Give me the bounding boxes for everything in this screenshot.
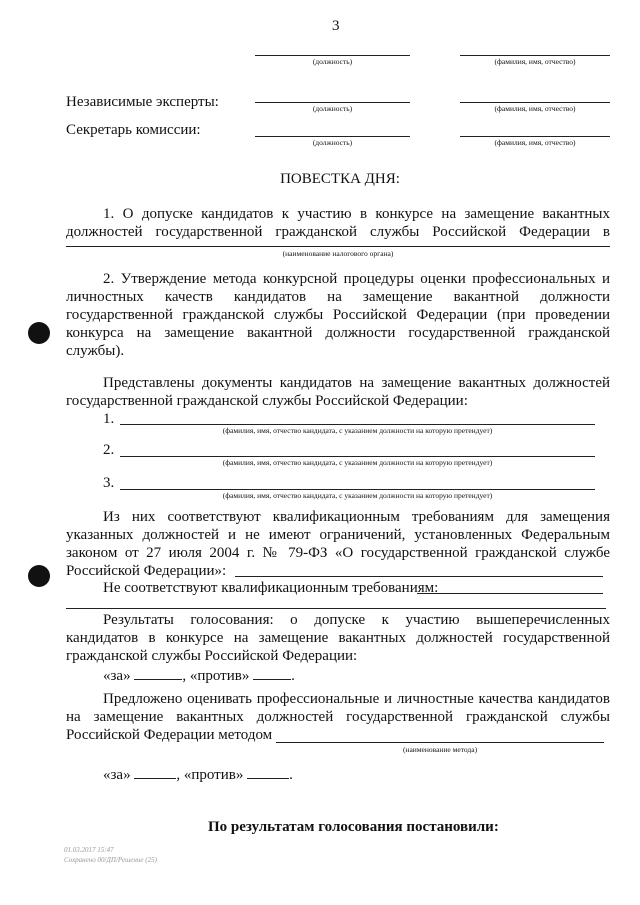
fio-caption: (фамилия, имя, отчество) (494, 104, 576, 113)
fio-line (460, 102, 610, 103)
vote-end: . (291, 668, 295, 684)
eligible-line1: Из них соответствуют квалификационным требованиям для замещения (103, 509, 610, 525)
item2-line5: службы). (66, 343, 125, 359)
position-caption: (должность) (312, 104, 353, 113)
vote-tally-2 (103, 766, 293, 784)
vote-protiv-blank (247, 766, 289, 779)
method-line (276, 742, 604, 743)
vote-tally-1 (103, 667, 295, 685)
eligible-line2: указанных должностей и не имеют ограничений, установленных Федеральным (66, 527, 610, 543)
eligible-line (235, 576, 603, 577)
position-caption: (должность) (312, 138, 353, 147)
fio-line (460, 136, 610, 137)
vote-za-label: «за» (103, 767, 131, 783)
vote-line3: гражданской службы Российской Федерации: (66, 648, 358, 664)
not-eligible-line (417, 593, 603, 594)
fio-caption: (фамилия, имя, отчество) (494, 57, 576, 66)
candidate-1-line (120, 424, 595, 425)
docs-line1: Представлены документы кандидатов на замещение вакантных должностей (103, 375, 610, 391)
position-line (255, 102, 410, 103)
docs-line2: государственной гражданской службы Российской Федерации: (66, 393, 468, 409)
secretary-label: Секретарь комиссии: (66, 122, 201, 138)
vote-za-label: «за» (103, 668, 131, 684)
punch-hole (28, 322, 50, 344)
vote-protiv-label: , «против» (176, 767, 244, 783)
method-line3: Российской Федерации методом (66, 727, 273, 743)
vote-za-blank (134, 667, 182, 680)
vote-line1: Результаты голосования: о допуске к участию вышеперечисленных (103, 612, 610, 628)
item2-line4: конкурса на замещение вакантной должности государственной гражданской (66, 325, 610, 341)
candidate-2-caption: (фамилия, имя, отчество кандидата, с указанием должности на которую претендует) (222, 458, 493, 467)
print-stamp-line2: Сохранено 00/ДП/Решение (25) (64, 856, 157, 864)
fio-caption: (фамилия, имя, отчество) (494, 138, 576, 147)
item1-line2: должностей государственной гражданской службы Российской Федерации в (66, 224, 610, 240)
candidate-2-line (120, 456, 595, 457)
candidate-3-line (120, 489, 595, 490)
fio-line (460, 55, 610, 56)
candidate-3-caption: (фамилия, имя, отчество кандидата, с указанием должности на которую претендует) (222, 491, 493, 500)
eligible-line3: законом от 27 июля 2004 г. № 79-ФЗ «О государственной гражданской службе (66, 545, 610, 561)
not-eligible-line-2 (66, 608, 606, 609)
position-caption: (должность) (312, 57, 353, 66)
candidate-1-number: 1. (103, 411, 115, 427)
item2-line1: 2. Утверждение метода конкурсной процедуры оценки профессиональных и (103, 271, 610, 287)
final-decision: По результатам голосования постановили: (208, 819, 499, 835)
candidate-2-number: 2. (103, 442, 115, 458)
vote-line2: кандидатов в конкурсе на замещение вакантных должностей государственной (66, 630, 610, 646)
tax-body-line (66, 246, 610, 247)
candidate-3-number: 3. (103, 475, 115, 491)
method-line1: Предложено оценивать профессиональные и личностные качества кандидатов (103, 691, 610, 707)
eligible-line4: Российской Федерации»: (66, 563, 227, 579)
item1-line1: 1. О допуске кандидатов к участию в конкурсе на замещение вакантных (103, 206, 610, 222)
vote-protiv-blank (253, 667, 291, 680)
experts-label: Независимые эксперты: (66, 94, 219, 110)
page-number: 3 (332, 18, 340, 34)
vote-end: . (289, 767, 293, 783)
agenda-heading: ПОВЕСТКА ДНЯ: (280, 171, 400, 187)
print-stamp-line1: 01.03.2017 15:47 (64, 846, 114, 854)
position-line (255, 136, 410, 137)
position-line (255, 55, 410, 56)
vote-protiv-label: , «против» (182, 668, 250, 684)
not-eligible-label: Не соответствуют квалификационным требованиям: (103, 580, 439, 596)
tax-body-caption: (наименование налогового органа) (282, 249, 394, 258)
item2-line2: личностных качеств кандидатов на замещение вакантной должности (66, 289, 610, 305)
method-caption: (наименование метода) (402, 745, 478, 754)
item2-line3: государственной гражданской службы Российской Федерации (при проведении (66, 307, 610, 323)
method-line2: на замещение вакантных должностей государственной гражданской службы (66, 709, 610, 725)
vote-za-blank (134, 766, 176, 779)
candidate-1-caption: (фамилия, имя, отчество кандидата, с указанием должности на которую претендует) (222, 426, 493, 435)
punch-hole (28, 565, 50, 587)
